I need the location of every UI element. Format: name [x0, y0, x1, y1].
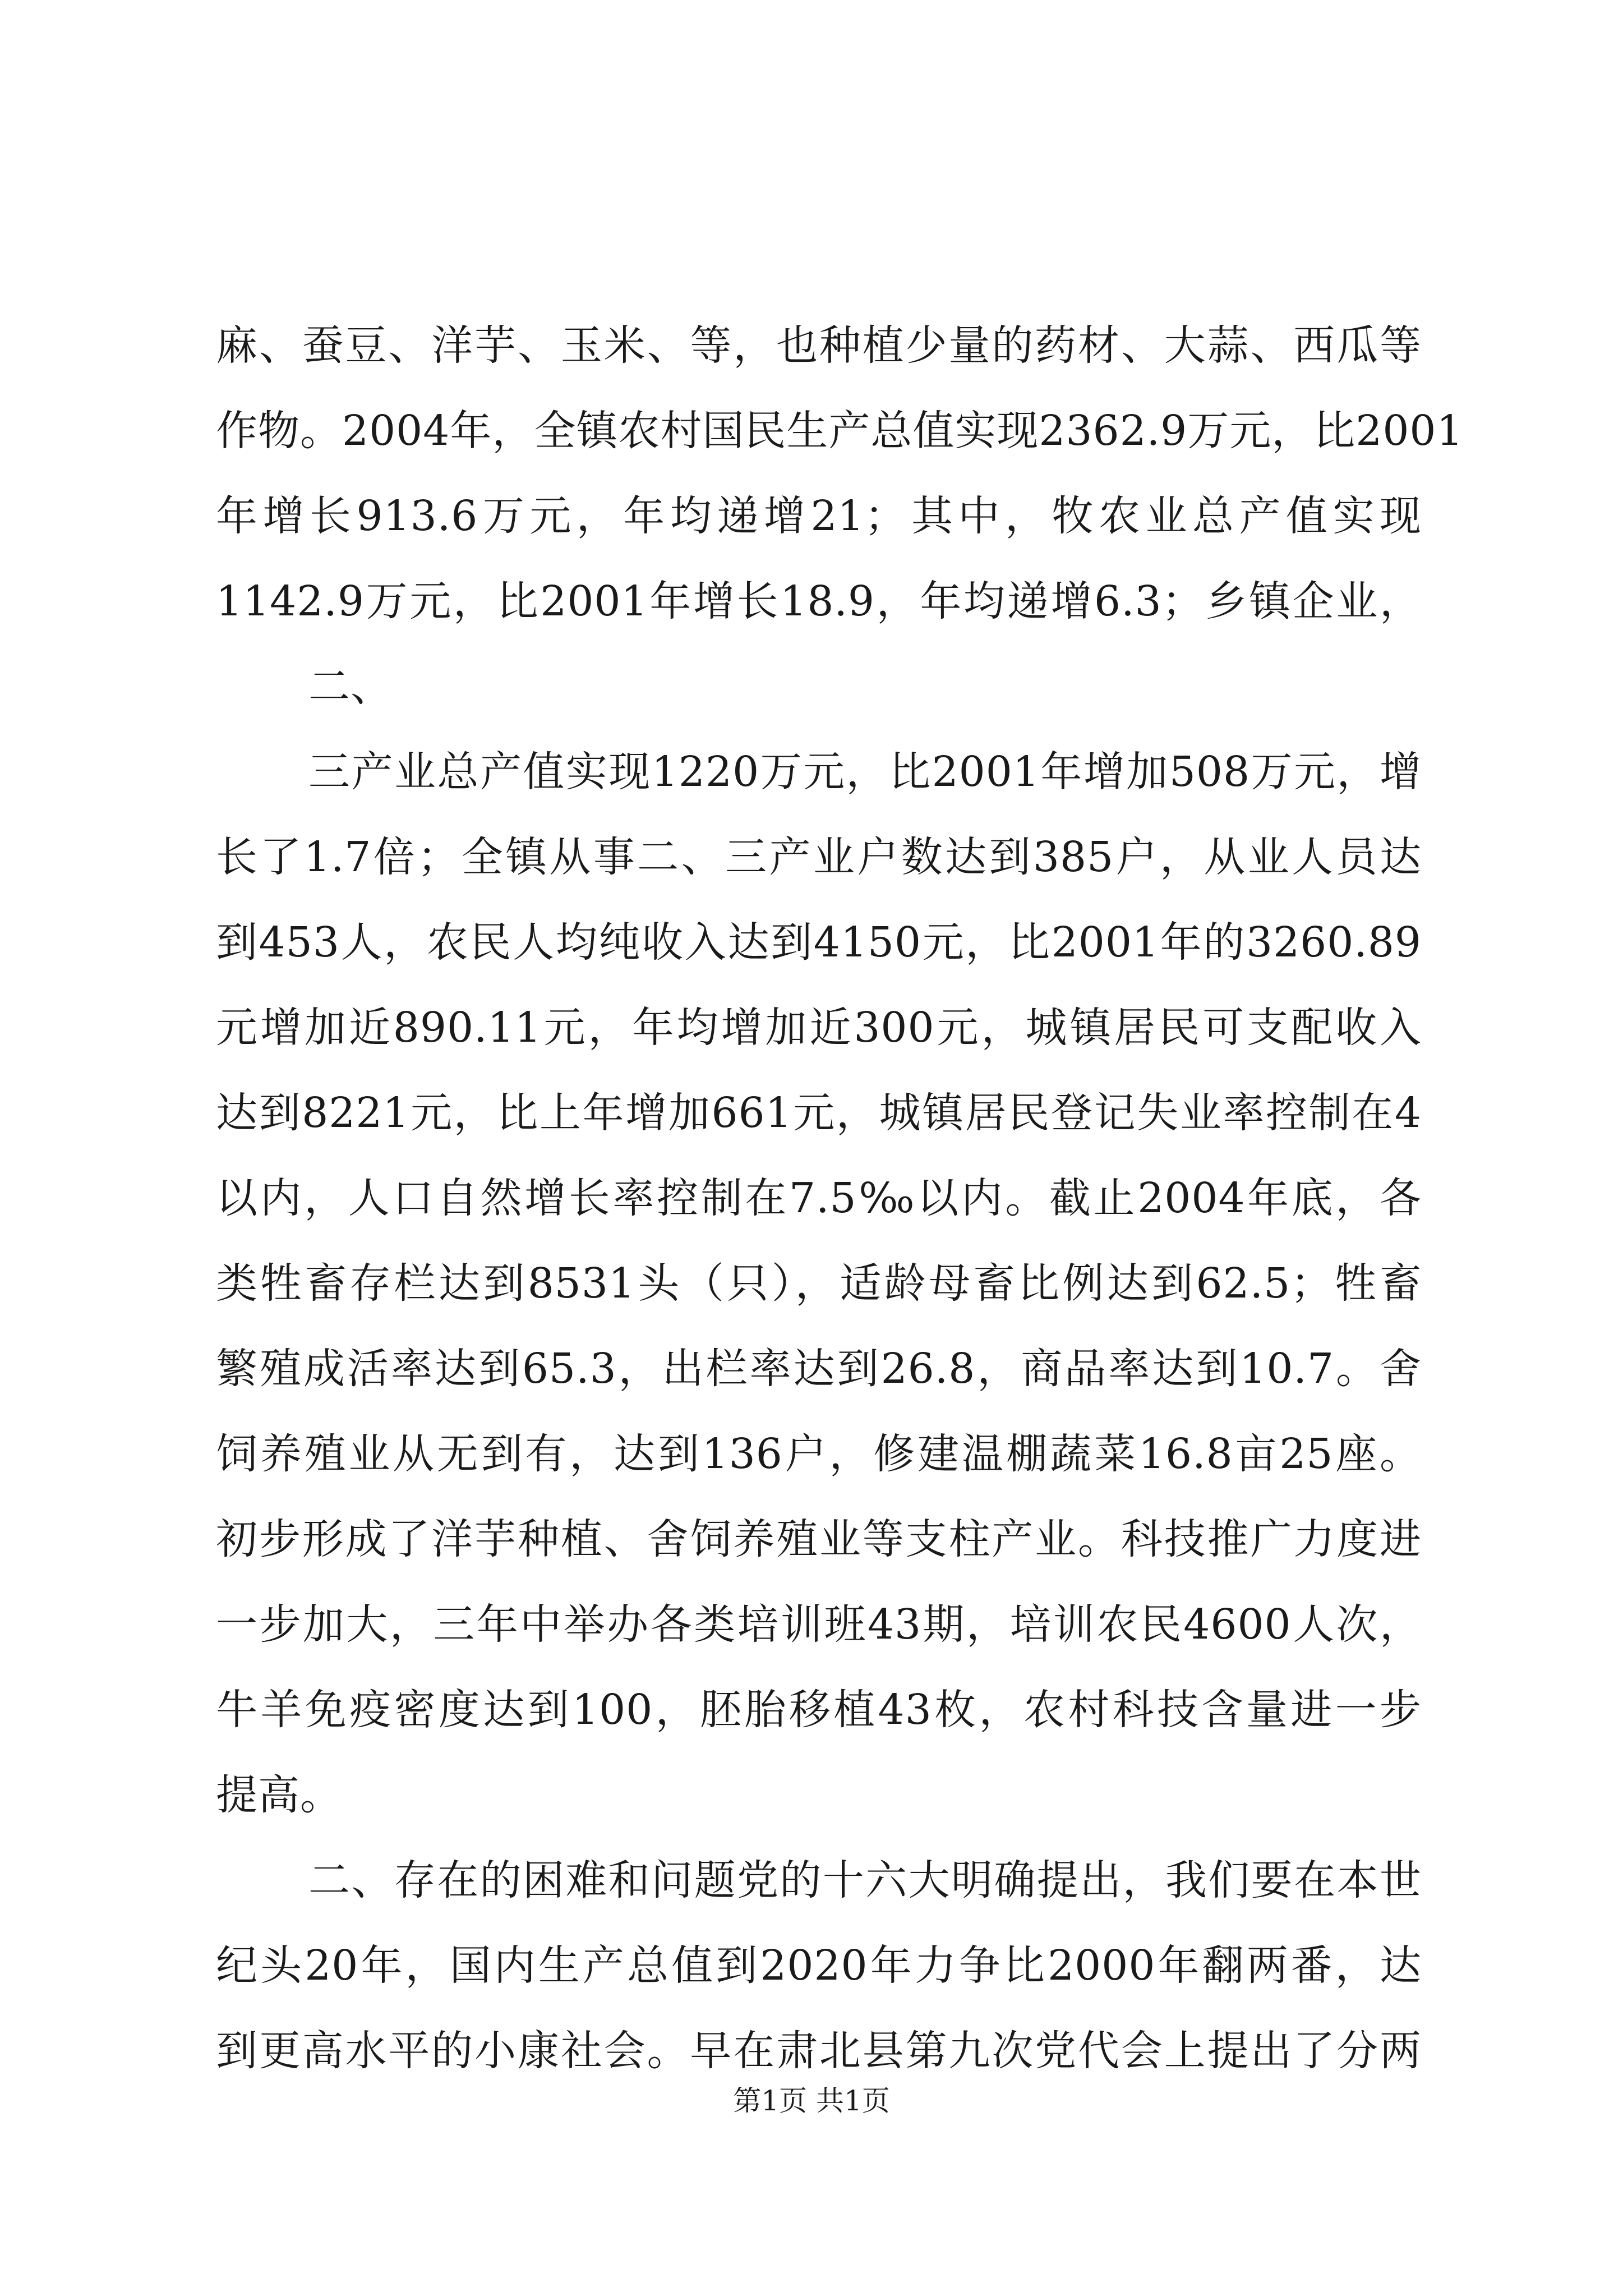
text-line: 二、存在的困难和问题党的十六大明确提出，我们要在本世 — [308, 1856, 1422, 1904]
text-line: 达到8221元，比上年增加661元，城镇居民登记失业率控制在4 — [216, 1089, 1422, 1137]
text-line: 1142.9万元，比2001年增长18.9，年均递增6.3；乡镇企业， — [216, 577, 1422, 625]
text-line: 牛羊免疫密度达到100，胚胎移植43枚，农村科技含量进一步 — [216, 1686, 1422, 1734]
text-line: 到453人，农民人均纯收入达到4150元，比2001年的3260.89 — [216, 918, 1422, 967]
text-line: 作物。2004年，全镇农村国民生产总值实现2362.9万元，比2001 — [216, 407, 1464, 455]
text-line: 元增加近890.11元，年均增加近300元，城镇居民可支配收入 — [216, 1004, 1422, 1052]
text-line: 饲养殖业从无到有，达到136户，修建温棚蔬菜16.8亩25座。 — [216, 1430, 1422, 1478]
page-footer: 第1页 共1页 — [733, 2085, 890, 2117]
text-line: 二、 — [308, 662, 393, 711]
text-line: 一步加大，三年中举办各类培训班43期，培训农民4600人次， — [216, 1600, 1422, 1649]
text-line: 三产业总产值实现1220万元，比2001年增加508万元，增 — [308, 748, 1422, 796]
text-line: 长了1.7倍；全镇从事二、三产业户数达到385户，从业人员达 — [216, 833, 1422, 881]
text-line: 麻、蚕豆、洋芋、玉米、等，也种植少量的药材、大蒜、西瓜等 — [216, 321, 1422, 370]
text-line: 提高。 — [216, 1771, 342, 1819]
text-line: 繁殖成活率达到65.3，出栏率达到26.8，商品率达到10.7。舍 — [216, 1345, 1422, 1393]
text-line: 年增长913.6万元，年均递增21；其中，牧农业总产值实现 — [216, 492, 1422, 540]
text-line: 类牲畜存栏达到8531头（只），适龄母畜比例达到62.5；牲畜 — [216, 1259, 1422, 1308]
text-line: 初步形成了洋芋种植、舍饲养殖业等支柱产业。科技推广力度进 — [216, 1515, 1422, 1563]
document-body — [216, 303, 1464, 2093]
text-line: 到更高水平的小康社会。早在肃北县第九次党代会上提出了分两 — [216, 2027, 1422, 2075]
text-line: 以内，人口自然增长率控制在7.5‰以内。截止2004年底，各 — [216, 1174, 1422, 1222]
text-line: 纪头20年，国内生产总值到2020年力争比2000年翻两番，达 — [216, 1941, 1422, 1990]
